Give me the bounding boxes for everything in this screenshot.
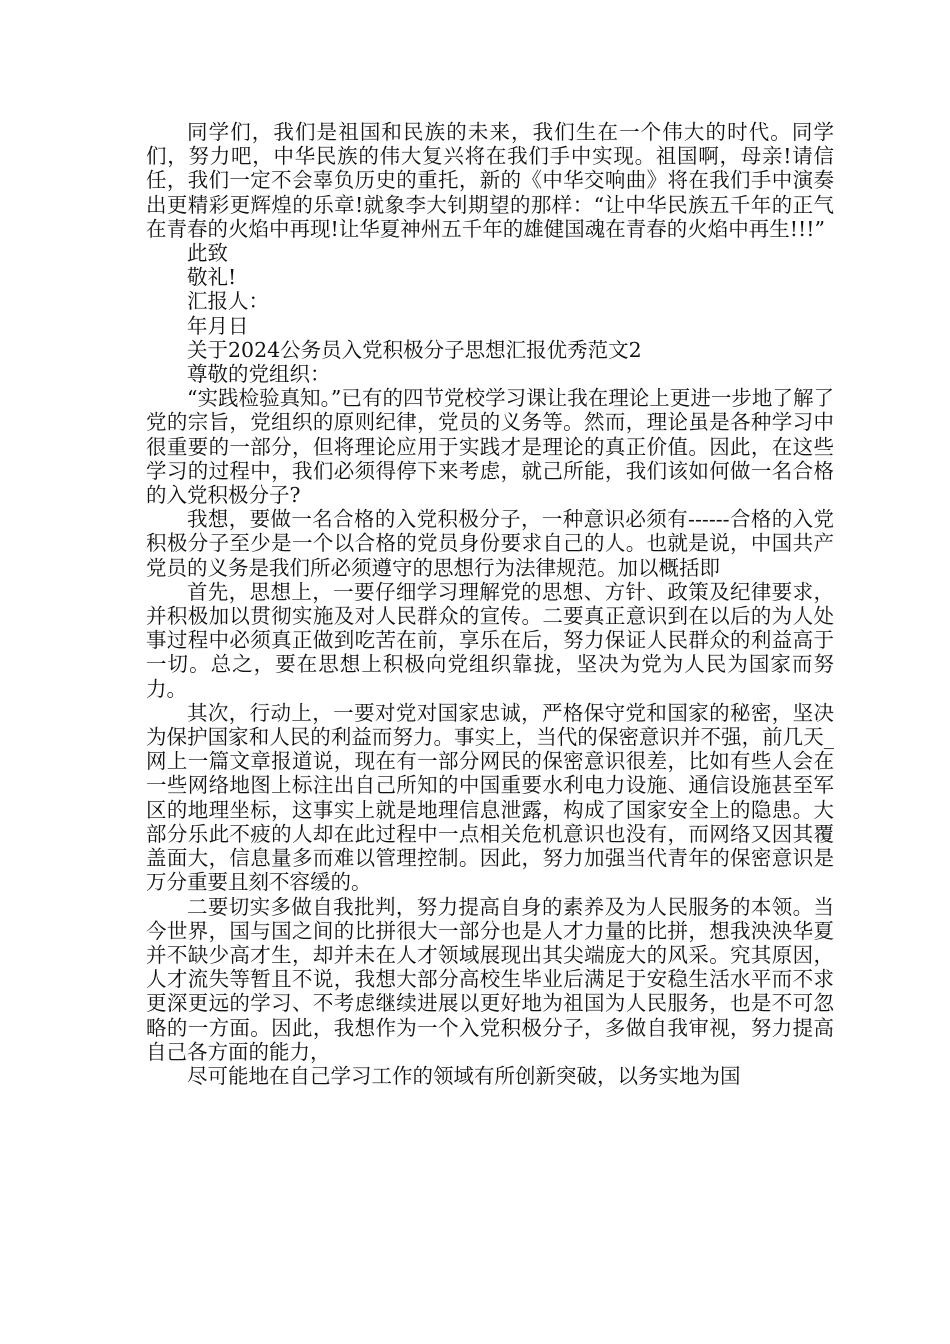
paragraph-3: 我想，要做一名合格的入党积极分子，一种意识必须有------合格的入党积极分子至少是一个以合格的党员身份要求自己的人。也就是说，中国共产党员的义务是我们所必须遵守的思想行为法律规范。加以概括即 <box>146 507 834 580</box>
reporter-line: 汇报人： <box>187 289 269 314</box>
closing-line-2: 敬礼! <box>187 265 237 290</box>
closing-line-1: 此致 <box>187 241 228 266</box>
date-line: 年月日 <box>187 313 249 338</box>
salutation: 尊敬的党组织： <box>187 362 331 387</box>
paragraph-4: 首先，思想上，一要仔细学习理解党的思想、方针、政策及纪律要求，并积极加以贯彻实施及对人民群众的宣传。二要真正意识到在以后的为人处事过程中必须真正做到吃苦在前，享乐在后，努力保证人民群众的利益高于一切。总之，要在思想上积极向党组织靠拢，坚决为党为人民为国家而努力。 <box>146 579 834 701</box>
document-body <box>146 120 834 1088</box>
paragraph-7: 尽可能地在自己学习工作的领域有所创新突破，以务实地为国 <box>187 1063 741 1088</box>
paragraph-6: 二要切实多做自我批判，努力提高自身的素养及为人民服务的本领。当今世界，国与国之间的比拼很大一部分也是人才力量的比拼，想我泱泱华夏并不缺少高才生，却并未在人才领域展现出其尖端庞大的风采。究其原因，人才流失等暂且不说，我想大部分高校生毕业后满足于安稳生活水平而不求更深更远的学习、不考虑继续进展以更好地为祖国为人民服务，也是不可忽略的一方面。因此，我想作为一个入党积极分子，多做自我审视，努力提高自己各方面的能力， <box>146 894 834 1064</box>
section-title: 关于2024公务员入党积极分子思想汇报优秀范文2 <box>187 337 642 362</box>
paragraph-5: 其次，行动上，一要对党对国家忠诚，严格保守党和国家的秘密，坚决为保护国家和人民的利益而努力。事实上，当代的保密意识并不强，前几天_网上一篇文章报道说，现在有一部分网民的保密意识很差，比如有些人会在一些网络地图上标注出自己所知的中国重要水利电力设施、通信设施甚至军区的地理坐标，这事实上就是地理信息泄露，构成了国家安全上的隐患。大部分乐此不疲的人却在此过程中一点相关危机意识也没有，而网络又因其覆盖面大，信息量多而难以管理控制。因此，努力加强当代青年的保密意识是万分重要且刻不容缓的。 <box>146 700 834 895</box>
paragraph-2: “实践检验真知。”已有的四节党校学习课让我在理论上更进一步地了解了党的宗旨，党组织的原则纪律，党员的义务等。然而，理论虽是各种学习中很重要的一部分，但将理论应用于实践才是理论的真正价值。因此，在这些学习的过程中，我们必须得停下来考虑，就己所能，我们该如何做一名合格的入党积极分子? <box>146 386 834 508</box>
paragraph-1: 同学们，我们是祖国和民族的未来，我们生在一个伟大的时代。同学们，努力吧，中华民族的伟大复兴将在我们手中实现。祖国啊，母亲!请信任，我们一定不会辜负历史的重托，新的《中华交响曲》将在我们手中演奏出更精彩更辉煌的乐章!就象李大钊期望的那样：“让中华民族五千年的正气在青春的火焰中再现!让华夏神州五千年的雄健国魂在青春的火焰中再生!!!” <box>146 120 834 241</box>
